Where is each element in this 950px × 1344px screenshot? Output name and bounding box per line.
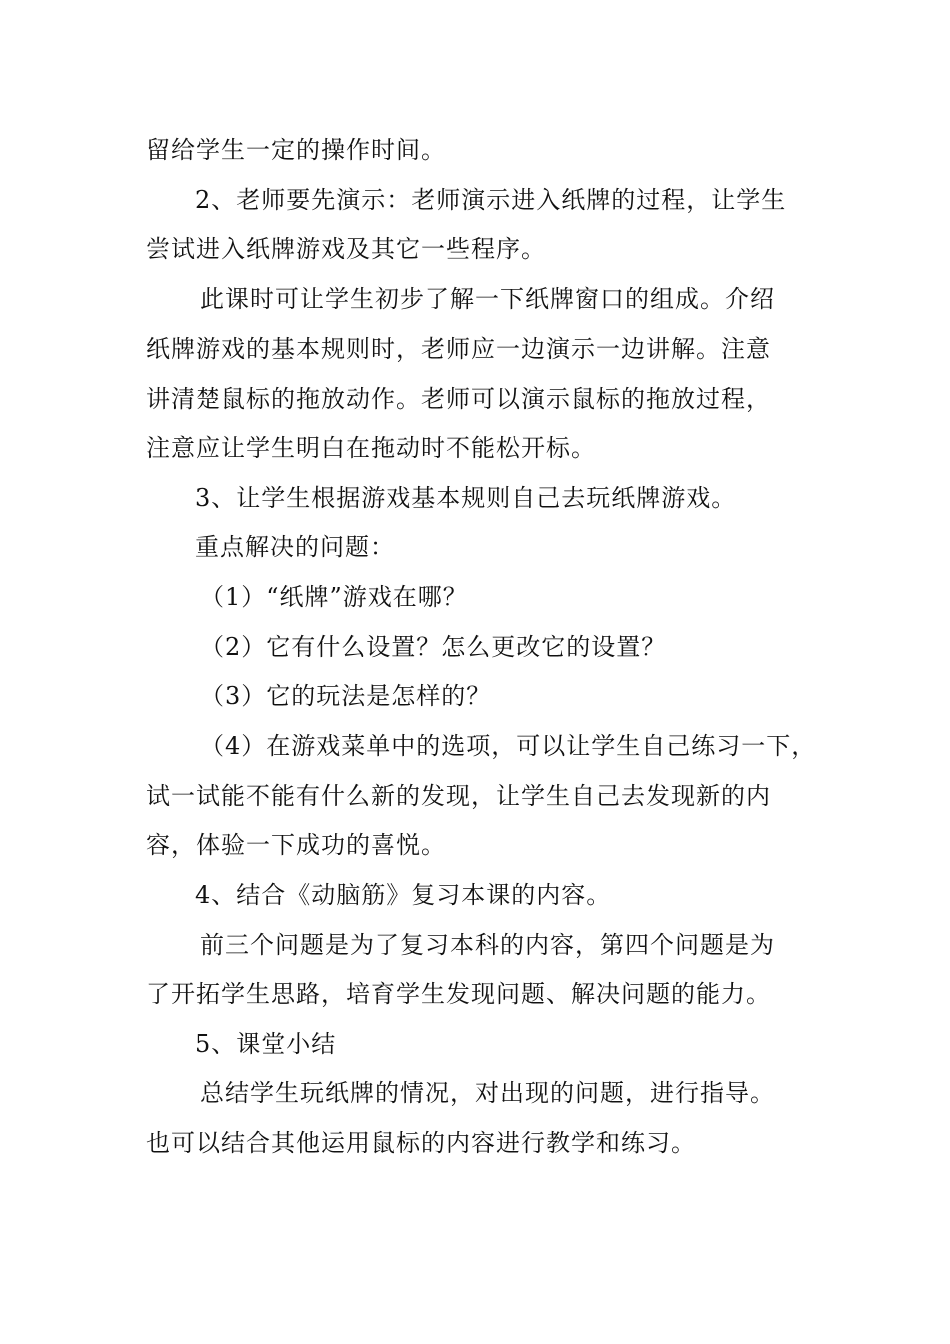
text-line: （4）在游戏菜单中的选项，可以让学生自己练习一下， (200, 732, 817, 760)
text-line: 总结学生玩纸牌的情况，对出现的问题，进行指导。 (200, 1079, 775, 1107)
text-line: 重点解决的问题： (195, 533, 395, 561)
text-line: 容，体验一下成功的喜悦。 (146, 831, 446, 859)
text-line: 留给学生一定的操作时间。 (146, 136, 446, 164)
text-line: 试一试能不能有什么新的发现，让学生自己去发现新的内 (146, 782, 771, 810)
text-line: （2）它有什么设置？怎么更改它的设置？ (200, 633, 667, 661)
text-line: 讲清楚鼠标的拖放动作。老师可以演示鼠标的拖放过程， (146, 385, 771, 413)
text-line: 3、让学生根据游戏基本规则自己去玩纸牌游戏。 (195, 484, 737, 512)
text-line: 纸牌游戏的基本规则时，老师应一边演示一边讲解。注意 (146, 335, 771, 363)
text-line: 尝试进入纸牌游戏及其它一些程序。 (146, 235, 546, 263)
text-line: 2、老师要先演示：老师演示进入纸牌的过程，让学生 (195, 186, 787, 214)
text-line: 也可以结合其他运用鼠标的内容进行教学和练习。 (146, 1129, 696, 1157)
text-line: （1）“纸牌”游戏在哪？ (200, 583, 468, 611)
text-line: 前三个问题是为了复习本科的内容，第四个问题是为 (200, 931, 775, 959)
text-line: 注意应让学生明白在拖动时不能松开标。 (146, 434, 596, 462)
text-line: 5、课堂小结 (195, 1030, 337, 1058)
text-line: 此课时可让学生初步了解一下纸牌窗口的组成。介绍 (200, 285, 775, 313)
text-line: 4、结合《动脑筋》复习本课的内容。 (195, 881, 612, 909)
text-line: （3）它的玩法是怎样的？ (200, 682, 492, 710)
text-line: 了开拓学生思路，培育学生发现问题、解决问题的能力。 (146, 980, 771, 1008)
